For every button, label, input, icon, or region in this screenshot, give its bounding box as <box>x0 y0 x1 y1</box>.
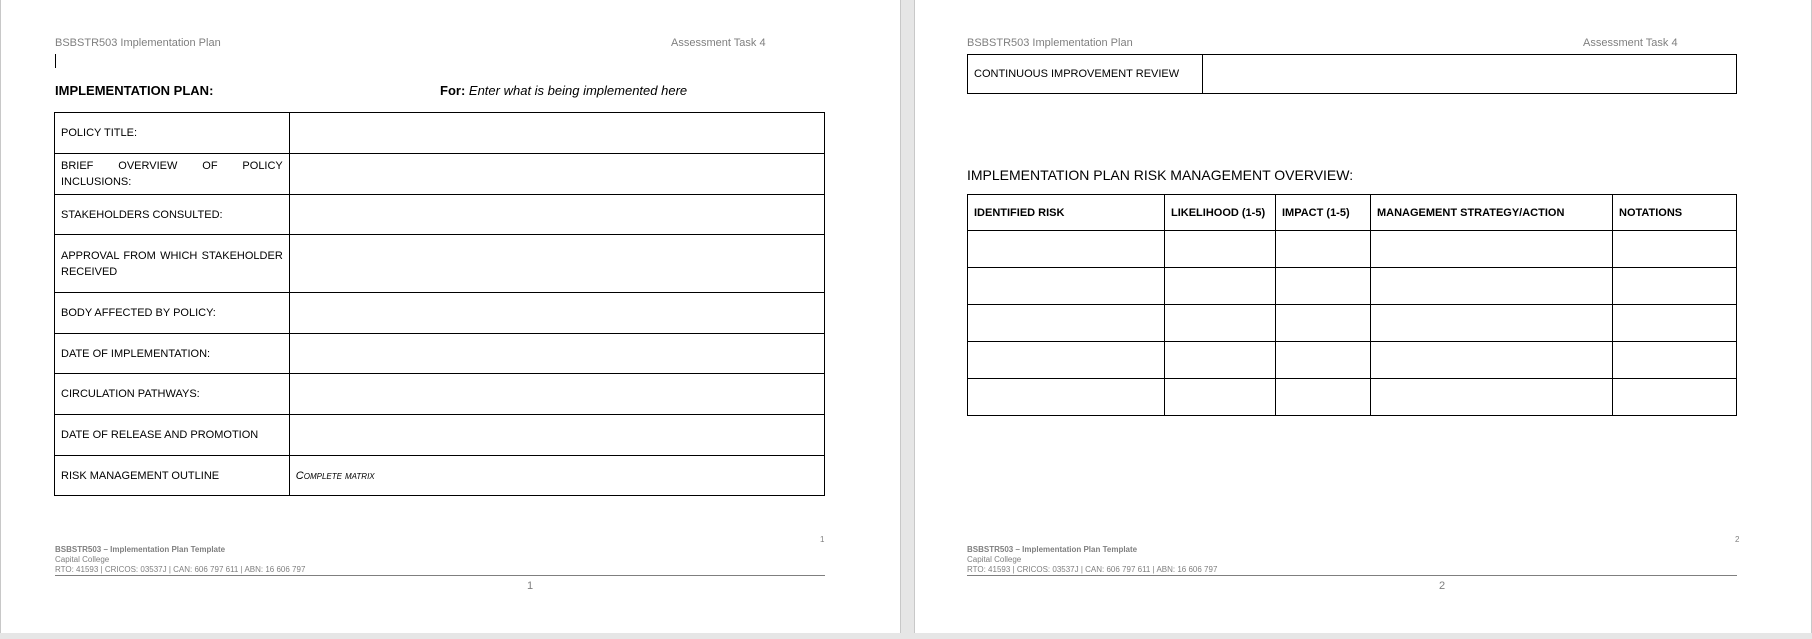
row-value-field[interactable] <box>289 293 824 334</box>
row-label: CONTINUOUS IMPROVEMENT REVIEW <box>968 55 1203 94</box>
footer-title: BSBSTR503 – Implementation Plan Template <box>55 545 226 554</box>
row-value-field[interactable] <box>289 235 824 293</box>
header-right: Assessment Task 4 <box>671 37 766 49</box>
table-cell[interactable] <box>1371 342 1613 379</box>
column-header: IMPACT (1-5) <box>1276 195 1371 231</box>
row-value-field[interactable] <box>289 113 824 154</box>
section-title: IMPLEMENTATION PLAN RISK MANAGEMENT OVERVIEW: <box>967 167 1354 183</box>
row-label: POLICY TITLE: <box>55 113 290 154</box>
for-line[interactable] <box>440 83 687 98</box>
policy-table <box>54 112 825 496</box>
row-value-field[interactable] <box>289 415 824 456</box>
table-cell[interactable] <box>1276 268 1371 305</box>
footer-divider <box>967 575 1737 576</box>
footer <box>967 545 1217 575</box>
table-cell[interactable] <box>1613 342 1737 379</box>
table-cell[interactable] <box>1371 305 1613 342</box>
footer-org: Capital College <box>55 555 110 564</box>
table-row <box>968 305 1737 342</box>
table-cell[interactable] <box>968 305 1165 342</box>
table-cell[interactable] <box>1165 268 1276 305</box>
table-cell[interactable] <box>968 342 1165 379</box>
table-cell[interactable] <box>1276 305 1371 342</box>
continuous-improvement-table <box>967 54 1737 94</box>
table-cell[interactable] <box>1165 342 1276 379</box>
row-value-field[interactable] <box>289 195 824 235</box>
header-right: Assessment Task 4 <box>1583 37 1678 49</box>
header-left: BSBSTR503 Implementation Plan <box>967 37 1133 49</box>
table-cell[interactable] <box>1613 379 1737 416</box>
column-header: LIKELIHOOD (1-5) <box>1165 195 1276 231</box>
table-row <box>968 231 1737 268</box>
page-title: IMPLEMENTATION PLAN: <box>55 83 214 98</box>
column-header: NOTATIONS <box>1613 195 1737 231</box>
row-value-field[interactable] <box>1203 55 1737 94</box>
row-label: DATE OF IMPLEMENTATION: <box>55 334 290 374</box>
footer-divider <box>55 575 825 576</box>
row-label: BODY AFFECTED BY POLICY: <box>55 293 290 334</box>
row-label: STAKEHOLDERS CONSULTED: <box>55 195 290 235</box>
table-cell[interactable] <box>1165 305 1276 342</box>
table-row <box>55 415 825 456</box>
page-number-small: 2 <box>1735 535 1740 544</box>
page-number: 2 <box>1439 580 1446 592</box>
column-header: MANAGEMENT STRATEGY/ACTION <box>1371 195 1613 231</box>
table-row <box>55 154 825 195</box>
column-header: IDENTIFIED RISK <box>968 195 1165 231</box>
document-page-1 <box>0 0 901 633</box>
table-cell[interactable] <box>1613 305 1737 342</box>
row-label: BRIEF OVERVIEW OF POLICY INCLUSIONS: <box>55 154 290 195</box>
table-cell[interactable] <box>1613 268 1737 305</box>
table-cell[interactable] <box>968 268 1165 305</box>
table-row <box>55 374 825 415</box>
for-value[interactable]: Enter what is being implemented here <box>468 83 688 98</box>
footer-ids: RTO: 41593 | CRICOS: 03537J | CAN: 606 797 611 | ABN: 16 606 797 <box>967 565 1218 574</box>
table-cell[interactable] <box>1165 231 1276 268</box>
footer-org: Capital College <box>967 555 1022 564</box>
table-cell[interactable] <box>968 231 1165 268</box>
header-left: BSBSTR503 Implementation Plan <box>55 37 221 49</box>
for-label: For: <box>440 83 466 98</box>
table-cell[interactable] <box>1371 379 1613 416</box>
table-cell[interactable] <box>1165 379 1276 416</box>
row-label: DATE OF RELEASE AND PROMOTION <box>55 415 290 456</box>
table-row <box>968 379 1737 416</box>
table-row <box>55 113 825 154</box>
footer <box>55 545 305 575</box>
table-cell[interactable] <box>1613 231 1737 268</box>
risk-table <box>967 194 1737 416</box>
text-cursor[interactable] <box>55 54 56 68</box>
table-header-row <box>968 195 1737 231</box>
table-row <box>55 235 825 293</box>
table-cell[interactable] <box>1276 231 1371 268</box>
table-row <box>55 293 825 334</box>
table-row <box>55 334 825 374</box>
table-row <box>55 456 825 496</box>
table-cell[interactable] <box>1371 268 1613 305</box>
document-page-2 <box>914 0 1812 633</box>
footer-ids: RTO: 41593 | CRICOS: 03537J | CAN: 606 797 611 | ABN: 16 606 797 <box>55 565 306 574</box>
table-row <box>968 268 1737 305</box>
table-cell[interactable] <box>968 379 1165 416</box>
row-value-field[interactable] <box>289 374 824 415</box>
row-value-field[interactable] <box>289 154 824 195</box>
row-label: RISK MANAGEMENT OUTLINE <box>55 456 290 496</box>
row-value-field[interactable]: Complete matrix <box>289 456 824 496</box>
table-cell[interactable] <box>1276 379 1371 416</box>
row-label: APPROVAL FROM WHICH STAKEHOLDER RECEIVED <box>55 235 290 293</box>
table-row <box>55 195 825 235</box>
table-row <box>968 342 1737 379</box>
row-value-field[interactable] <box>289 334 824 374</box>
table-row <box>968 55 1737 94</box>
table-cell[interactable] <box>1371 231 1613 268</box>
page-number-small: 1 <box>820 535 825 544</box>
row-label: CIRCULATION PATHWAYS: <box>55 374 290 415</box>
page-number: 1 <box>527 580 534 592</box>
table-cell[interactable] <box>1276 342 1371 379</box>
footer-title: BSBSTR503 – Implementation Plan Template <box>967 545 1138 554</box>
